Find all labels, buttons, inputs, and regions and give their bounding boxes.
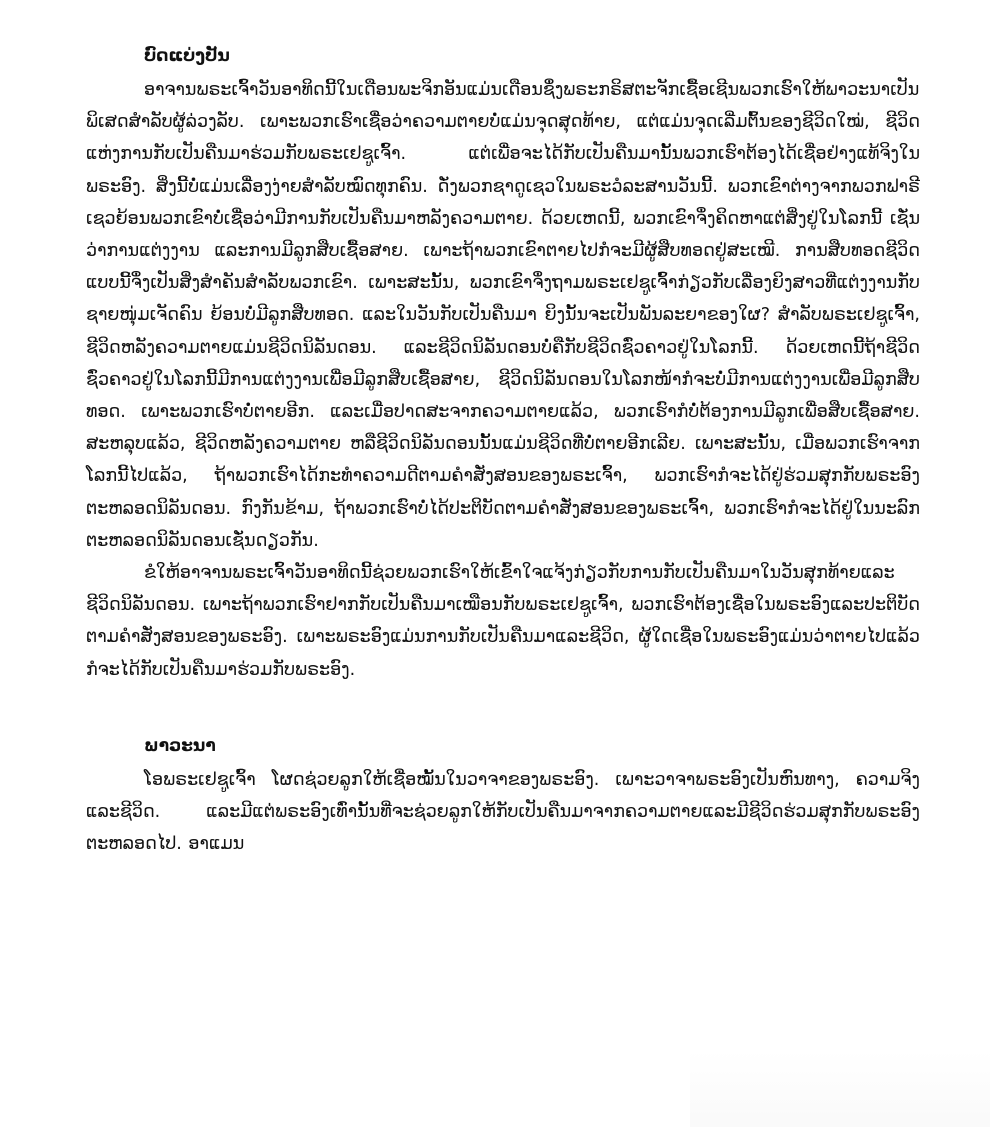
sermon-paragraph-1: ອາຈານພຣະເຈົ້າວັນອາທິດນີ້ໃນເດືອນພະຈິກອັນແມ່ນເດືອນຊຶ່ງພຣະກຣິສຕະຈັກເຊື້ອເຊີນພວກເຮົາໃຫ້ພາວະນາເປັນພິເສດສຳລັບຜູ້ລ່ວງລັບ. ເພາະພວກເຮົາເຊື່ອວ່າຄວາມຕາຍບໍ່ແມ່ນຈຸດສຸດທ້າຍ, ແຕ່ແມ່ນຈຸດເລີ່ມຕົ້ນຂອງຊີວິດໃໝ່, ຊີວິດແຫ່ງການກັບເປັນຄືນມາຮ່ວມກັບພຣະເຢຊູເຈົ້າ. ແຕ່ເພື່ອຈະໄດ້ກັບເປັນຄືນມານັ້ນພວກເຮົາຕ້ອງໄດ້ເຊື່ອຢ່າງແທ້ຈິງໃນພຣະອົງ. ສິ່ງນີ້ບໍ່ແມ່ນເລື່ອງງ່າຍສຳລັບໝົດທຸກຄົນ. ດັ່ງພວກຊາດູເຊວໃນພຣະວໍລະສານວັນນີ້. ພວກເຂົາຕ່າງຈາກພວກຟາຣີເຊວຍ້ອນພວກເຂົາບໍ່ເຊື່ອວ່າມີການກັບເປັນຄືນມາຫລັງຄວາມຕາຍ. ດ້ວຍເຫດນີ້, ພວກເຂົາຈຶ່ງຄິດຫາແຕ່ສິ່ງຢູ່ໃນໂລກນີ້ ເຊັ່ນວ່າການແຕ່ງງານ ແລະການມີລູກສືບເຊື້ອສາຍ. ເພາະຖ້າພວກເຂົາຕາຍໄປກໍຈະມີຜູ້ສືບທອດຢູ່ສະເໝີ. ການສືບທອດຊີວິດແບບນີ້ຈຶ່ງເປັນສິ່ງສຳຄັນສຳລັບພວກເຂົາ. ເພາະສະນັ້ນ, ພວກເຂົາຈຶ່ງຖາມພຣະເຢຊູເຈົ້າກ່ຽວກັບເລື່ອງຍິງສາວທີ່ແຕ່ງງານກັບຊາຍໜຸ່ມເຈັດຄົນ ຍ້ອນບໍ່ມີລູກສືບທອດ. ແລະໃນວັນກັບເປັນຄືນມາ ຍິງນັ້ນຈະເປັນພັນລະຍາຂອງໃຜ? ສຳລັບພຣະເຢຊູເຈົ້າ, ຊີວິດຫລັງຄວາມຕາຍແມ່ນຊີວິດນິລັນດອນ. ແລະຊີວິດນິລັນດອນບໍ່ຄືກັບຊີວິດຊົ່ວຄາວຢູ່ໃນໂລກນີ້. ດ້ວຍເຫດນີ້ຖ້າຊີວິດຊົ່ວຄາວຢູ່ໃນໂລກນີ້ມີການແຕ່ງງານເພື່ອມີລູກສືບເຊື້ອສາຍ, ຊີວິດນິລັນດອນໃນໂລກໜ້າກໍຈະບໍ່ມີການແຕ່ງງານເພື່ອມີລູກສືບທອດ. ເພາະພວກເຮົາບໍ່ຕາຍອີກ. ແລະເມື່ອປາດສະຈາກຄວາມຕາຍແລ້ວ, ພວກເຮົາກໍບໍ່ຕ້ອງການມີລູກເພື່ອສືບເຊື້ອສາຍ. ສະຫລຸບແລ້ວ, ຊີວິດຫລັງຄວາມຕາຍ ຫລືຊີວິດນິລັນດອນນັ້ນແມ່ນຊີວິດທີ່ບໍ່ຕາຍອີກເລີຍ. ເພາະສະນັ້ນ, ເມື່ອພວກເຮົາຈາກໂລກນີ້ໄປແລ້ວ, ຖ້າພວກເຮົາໄດ້ກະທຳຄວາມດີຕາມຄຳສັ່ງສອນຂອງພຣະເຈົ້າ, ພວກເຮົາກໍຈະໄດ້ຢູ່ຮ່ວມສຸກກັບພຣະອົງຕະຫລອດນິລັນດອນ. ກົງກັນຂ້າມ, ຖ້າພວກເຮົາບໍ່ໄດ້ປະຕິບັດຕາມຄຳສັ່ງສອນຂອງພຣະເຈົ້າ, ພວກເຮົາກໍຈະໄດ້ຢູ່ໃນນະລົກຕະຫລອດນິລັນດອນເຊັ່ນດຽວກັນ. <box>86 80 920 551</box>
prayer-text: ໂອພຣະເຢຊູເຈົ້າ ໂຜດຊ່ວຍລູກໃຫ້ເຊື່ອໝັ້ນໃນວາຈາຂອງພຣະອົງ. ເພາະວາຈາພຣະອົງເປັນຫົນທາງ, ຄວາມຈິງແລະຊີວິດ. ແລະມີແຕ່ພຣະອົງເທົ່ານັ້ນທີ່ຈະຊ່ວຍລູກໃຫ້ກັບເປັນຄືນມາຈາກຄວາມຕາຍແລະມີຊີວິດຮ່ວມສຸກກັບພຣະອົງຕະຫລອດໄປ. ອາແມນ <box>86 769 920 855</box>
sermon-paragraph-2: ຂໍໃຫ້ອາຈານພຣະເຈົ້າວັນອາທິດນີ້ຊ່ວຍພວກເຮົາໃຫ້ເຂົ້າໃຈແຈ້ງກ່ຽວກັບການກັບເປັນຄືນມາໃນວັນສຸກທ້າຍແລະຊີວິດນິລັນດອນ. ເພາະຖ້າພວກເຮົາຢາກກັບເປັນຄືນມາເໝືອນກັບພຣະເຢຊູເຈົ້າ, ພວກເຮົາຕ້ອງເຊື່ອໃນພຣະອົງແລະປະຕິບັດຕາມຄຳສັ່ງສອນຂອງພຣະອົງ. ເພາະພຣະອົງແມ່ນການກັບເປັນຄືນມາແລະຊີວິດ, ຜູ້ໃດເຊື່ອໃນພຣະອົງແມ່ນວ່າຕາຍໄປແລ້ວ ກໍຈະໄດ້ກັບເປັນຄືນມາຮ່ວມກັບພຣະອົງ. <box>86 563 920 680</box>
scan-artifact <box>690 1050 990 1127</box>
prayer-heading: ພາວະນາ <box>144 735 216 756</box>
sermon-heading: ບົດແບ່ງປັນ <box>144 46 230 66</box>
document-body <box>86 40 920 860</box>
spacer <box>86 686 920 730</box>
